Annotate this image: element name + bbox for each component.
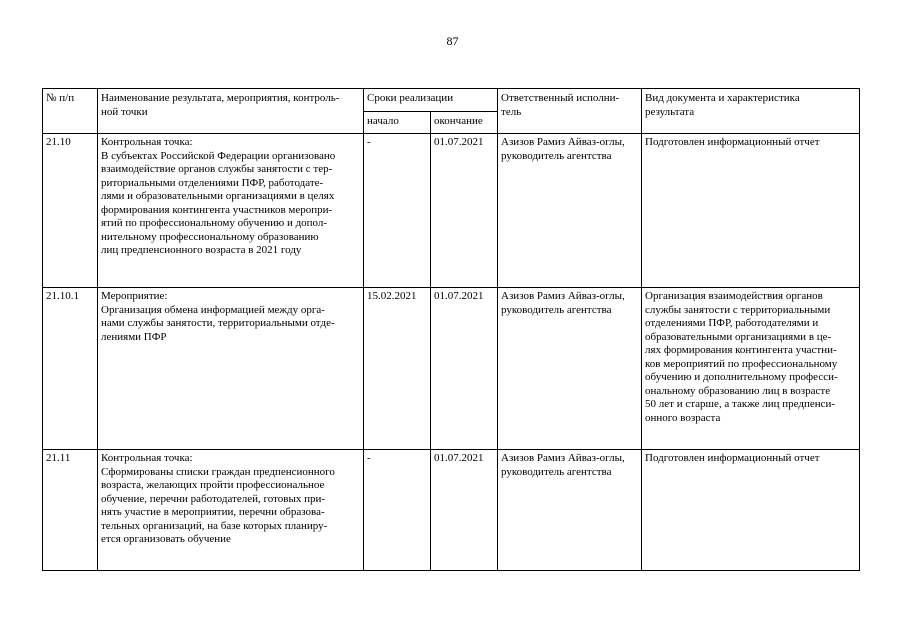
row-end: 01.07.2021 [431, 134, 498, 288]
header-name: Наименование результата, мероприятия, контроль- ной точки [98, 89, 364, 134]
table-row [43, 450, 860, 571]
row-responsible: Азизов Рамиз Айваз-оглы, руководитель агентства [498, 450, 642, 571]
row-document: Подготовлен информационный отчет [642, 450, 860, 571]
row-number: 21.10 [43, 134, 98, 288]
row-name: Мероприятие: Организация обмена информацией между орга- нами службы занятости, территориальными отде- лениями ПФР [98, 288, 364, 450]
row-responsible: Азизов Рамиз Айваз-оглы, руководитель агентства [498, 288, 642, 450]
row-number: 21.10.1 [43, 288, 98, 450]
table-row [43, 288, 860, 450]
row-number: 21.11 [43, 450, 98, 571]
row-name: Контрольная точка: Сформированы списки граждан предпенсионного возраста, желающих пройти профессиональное обучение, перечни работодателей, готовых при- нять участие в мероприятии, перечни образова- тельных организаций, на базе которых планиру- ется организовать обучение [98, 450, 364, 571]
implementation-plan-table [42, 88, 860, 571]
row-start: 15.02.2021 [364, 288, 431, 450]
page-number: 87 [446, 34, 459, 48]
header-document: Вид документа и характеристика результата [642, 89, 860, 134]
row-document: Подготовлен информационный отчет [642, 134, 860, 288]
row-responsible: Азизов Рамиз Айваз-оглы, руководитель агентства [498, 134, 642, 288]
row-end: 01.07.2021 [431, 288, 498, 450]
table-row [43, 134, 860, 288]
header-responsible: Ответственный исполни- тель [498, 89, 642, 134]
row-start: - [364, 450, 431, 571]
row-name: Контрольная точка: В субъектах Российской Федерации организовано взаимодействие органов службы занятости с тер- риториальными отделениями ПФР, работодате- лями и образовательными организациями в целях формирования контингента участников меропри- ятий по профессиональному обучению и допол- нительному профессиональному образованию лиц предпенсионного возраста в 2021 году [98, 134, 364, 288]
row-end: 01.07.2021 [431, 450, 498, 571]
header-number: № п/п [43, 89, 98, 134]
header-start: начало [364, 112, 431, 134]
header-deadlines: Сроки реализации [364, 89, 498, 112]
header-row-1 [43, 89, 860, 112]
row-start: - [364, 134, 431, 288]
row-document: Организация взаимодействия органов службы занятости с территориальными отделениями ПФР, работодателями и образовательными организациями в це- лях формирования контингента участни- ков мероприятий по профессиональному обучению и дополнительному професси- ональному образованию лиц в возрасте 50 лет и старше, а также лиц предпенси- онного возраста [642, 288, 860, 450]
header-end: окончание [431, 112, 498, 134]
